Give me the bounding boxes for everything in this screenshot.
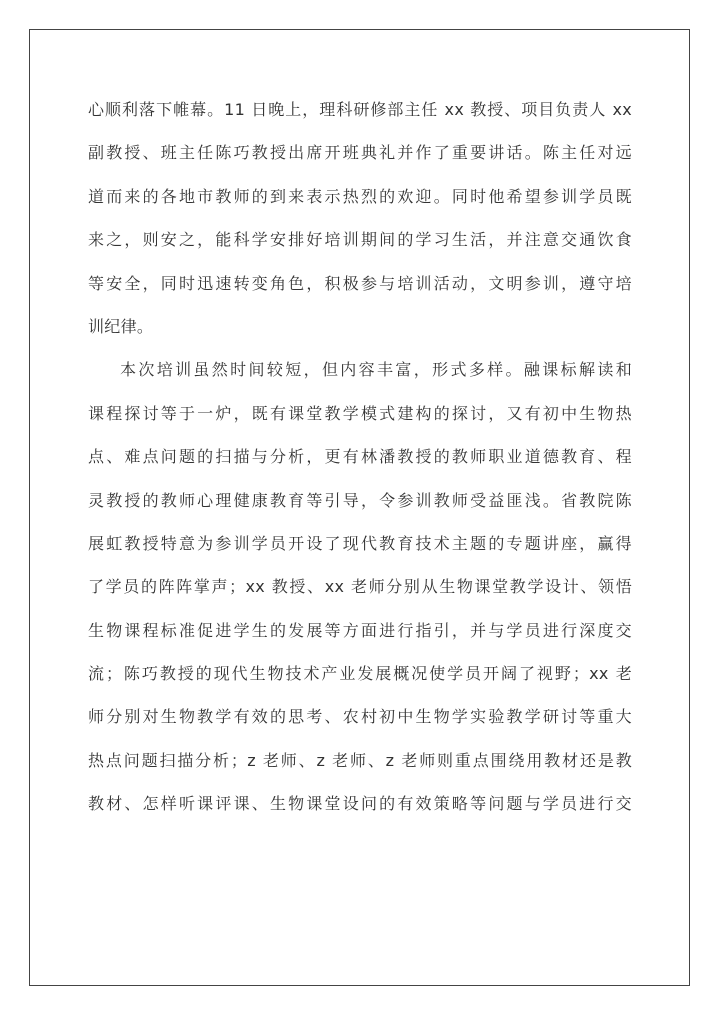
document-body: [88, 93, 632, 831]
text-line: 道而来的各地市教师的到来表示热烈的欢迎。同时他希望参训学员既: [88, 186, 632, 206]
text-line: 教材、怎样听课评课、生物课堂设问的有效策略等问题与学员进行交: [88, 794, 632, 814]
text-line: 本次培训虽然时间较短，但内容丰富，形式多样。融课标解读和: [120, 360, 632, 380]
text-line: 热点问题扫描分析；z 老师、z 老师、z 老师则重点围绕用教材还是教: [88, 750, 632, 770]
text-line: 师分别对生物教学有效的思考、农村初中生物学实验教学研讨等重大: [88, 707, 632, 727]
text-line: 心顺利落下帷幕。11 日晚上，理科研修部主任 xx 教授、项目负责人 xx: [88, 100, 632, 119]
text-line: 点、难点问题的扫描与分析，更有林潘教授的教师职业道德教育、程: [88, 447, 632, 467]
text-line: 来之，则安之，能科学安排好培训期间的学习生活，并注意交通饮食: [88, 230, 632, 250]
text-line: 展虹教授特意为参训学员开设了现代教育技术主题的专题讲座，赢得: [88, 533, 632, 553]
text-line: 灵教授的教师心理健康教育等引导，令参训教师受益匪浅。省教院陈: [88, 490, 632, 510]
text-line: 等安全，同时迅速转变角色，积极参与培训活动，文明参训，遵守培: [88, 273, 632, 293]
text-line: 生物课程标准促进学生的发展等方面进行指引，并与学员进行深度交: [88, 620, 632, 640]
text-line: 了学员的阵阵掌声；xx 教授、xx 老师分别从生物课堂教学设计、领悟: [88, 577, 632, 597]
text-line: 训纪律。: [88, 316, 154, 336]
text-line: 流；陈巧教授的现代生物技术产业发展概况使学员开阔了视野；xx 老: [88, 664, 632, 684]
text-line: 副教授、班主任陈巧教授出席开班典礼并作了重要讲话。陈主任对远: [88, 143, 632, 163]
text-line: 课程探讨等于一炉，既有课堂教学模式建构的探讨，又有初中生物热: [88, 403, 632, 423]
